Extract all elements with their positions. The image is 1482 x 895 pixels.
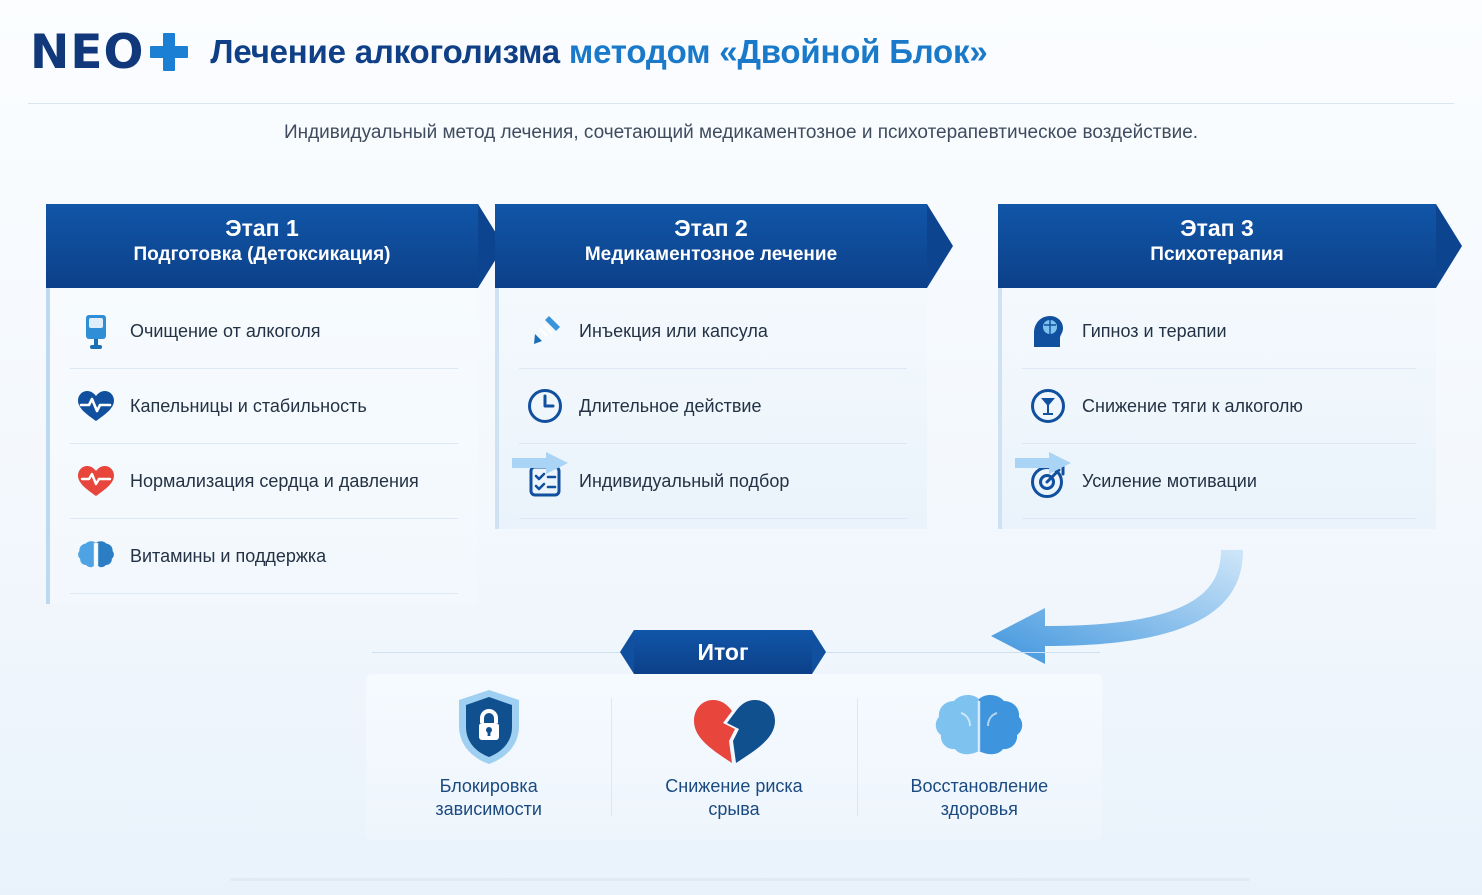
stages-row — [46, 204, 1436, 564]
list-item[interactable] — [1022, 369, 1416, 444]
header — [0, 0, 1482, 104]
stage-1-items — [46, 288, 478, 604]
result-caption-line1: Восстановление — [910, 776, 1049, 796]
result-divider-right — [822, 652, 1100, 653]
result-caption-line1: Снижение риска — [665, 776, 803, 796]
list-item-label: Витамины и поддержка — [130, 545, 327, 566]
list-item-label: Нормализация сердца и давления — [130, 470, 419, 491]
stage-header-1 — [46, 204, 478, 288]
stage-card-3 — [998, 204, 1436, 529]
broken-heart-icon — [688, 693, 780, 767]
iv-drip-icon — [70, 309, 122, 353]
stage-card-1 — [46, 204, 478, 604]
heart-pulse-icon — [70, 384, 122, 428]
footer-divider — [230, 878, 1250, 881]
brain-icon — [927, 693, 1031, 767]
list-item[interactable] — [70, 294, 458, 369]
stage-2-number: Этап 2 — [674, 215, 748, 241]
clock-icon — [519, 384, 571, 428]
page-subtitle: Индивидуальный метод лечения, сочетающий медикаментозное и психотерапевтическое воздействие. — [283, 122, 1199, 143]
result-item-caption — [435, 775, 542, 821]
list-item-label: Усиление мотивации — [1082, 470, 1257, 491]
header-divider — [28, 103, 1454, 104]
page-title-part2: методом «Двойной Блок» — [568, 33, 988, 70]
stage-2-subtitle: Медикаментозное лечение — [584, 244, 838, 265]
result-divider-left — [372, 652, 622, 653]
list-item-label: Индивидуальный подбор — [579, 470, 790, 491]
list-item-label: Очищение от алкоголя — [130, 320, 321, 341]
result-caption-line2: здоровья — [940, 799, 1018, 819]
list-item[interactable] — [1022, 444, 1416, 519]
list-item-label: Капельницы и стабильность — [130, 395, 367, 416]
result-item-blocking[interactable] — [366, 692, 611, 822]
result-item-caption — [910, 775, 1048, 821]
list-item[interactable] — [70, 369, 458, 444]
list-item-label: Инъекция или капсула — [579, 320, 768, 341]
arrow-stage2-to-stage3-icon — [1015, 450, 1071, 476]
result-panel — [366, 674, 1102, 840]
result-banner-label: Итог — [697, 638, 749, 665]
list-item[interactable] — [519, 294, 907, 369]
result-item-caption — [665, 775, 802, 821]
result-caption-line2: срыва — [708, 799, 760, 819]
brand-logo-text: NEO — [30, 24, 145, 80]
result-item-health-recovery[interactable] — [857, 692, 1102, 822]
list-item[interactable] — [70, 444, 458, 519]
stage-1-subtitle: Подготовка (Детоксикация) — [133, 244, 391, 265]
arrow-stage3-to-result-icon — [985, 548, 1285, 668]
plus-icon — [150, 33, 188, 71]
list-item[interactable] — [519, 369, 907, 444]
page-title — [210, 33, 987, 71]
head-brain-icon — [1022, 309, 1074, 353]
no-alcohol-glass-icon — [1022, 384, 1074, 428]
brand-logo — [30, 24, 188, 80]
list-item[interactable] — [1022, 294, 1416, 369]
result-item-relapse-risk[interactable] — [611, 692, 856, 822]
result-banner — [634, 630, 812, 674]
result-caption-line1: Блокировка — [439, 776, 538, 796]
brain-icon — [70, 534, 122, 578]
heart-icon — [70, 459, 122, 503]
stage-1-number: Этап 1 — [225, 215, 299, 241]
page-title-part1: Лечение алкоголизма — [210, 33, 569, 70]
list-item[interactable] — [519, 444, 907, 519]
list-item-label: Снижение тяги к алкоголю — [1082, 395, 1303, 416]
stage-3-number: Этап 3 — [1180, 215, 1254, 241]
list-item[interactable] — [70, 519, 458, 594]
stage-header-2 — [495, 204, 927, 288]
list-item-label: Длительное действие — [579, 395, 762, 416]
stage-card-2 — [495, 204, 927, 529]
stage-header-3 — [998, 204, 1436, 288]
stage-3-items — [998, 288, 1436, 529]
syringe-icon — [519, 309, 571, 353]
arrow-stage1-to-stage2-icon — [512, 450, 568, 476]
list-item-label: Гипноз и терапии — [1082, 320, 1227, 341]
shield-lock-icon — [450, 693, 528, 767]
stage-2-items — [495, 288, 927, 529]
stage-3-subtitle: Психотерапия — [1150, 244, 1284, 265]
result-caption-line2: зависимости — [435, 799, 542, 819]
